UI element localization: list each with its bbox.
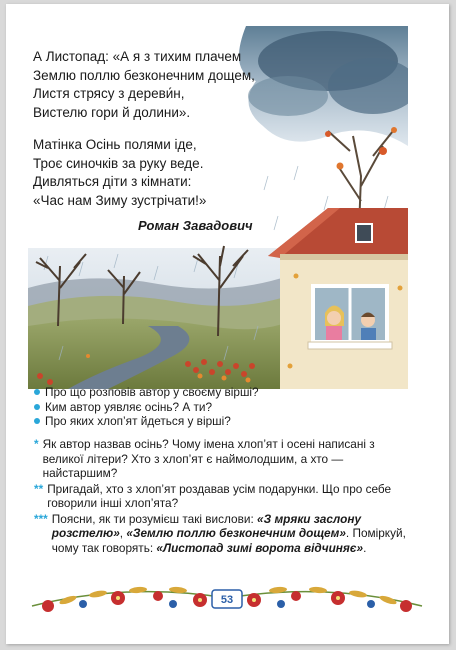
poem-line: Листя стрясу з дереви́н,: [33, 86, 185, 101]
poem-stanza-2: [33, 136, 206, 210]
poem-stanza-1: [33, 48, 255, 122]
textbook-page: [6, 4, 449, 644]
poem-line: А Листопад: «А я з тихим плачем: [33, 49, 242, 64]
poem-line: Виcтелю гори й долини».: [33, 104, 191, 120]
task-item-2: [34, 482, 406, 511]
blue-dot-icon: [34, 418, 40, 424]
poem-line: Дивляться діти з кімнати:: [33, 174, 192, 189]
poem-line: Землю поллю безконечним дощем,: [33, 67, 255, 83]
difficulty-marker: ***: [34, 511, 48, 526]
blue-dot-icon: [34, 404, 40, 410]
tasks-list: [34, 437, 406, 556]
poem-line: Матінка Осінь полями іде,: [33, 137, 197, 152]
blue-dot-icon: [34, 389, 40, 395]
quote-phrase: «З мряки заслону розстелю»: [51, 511, 362, 540]
quote-phrase: «Землю поллю безконечним дощем»: [126, 526, 346, 540]
poem-line: «Час нам Зиму зустрічати!»: [33, 192, 207, 208]
list-item: [34, 400, 404, 415]
quote-phrase: «Листопад зимі ворота відчиняє»: [156, 540, 364, 555]
poem-author: Роман Завадович: [138, 218, 253, 233]
question-text: Про яких хлоп’ят йдеться у вірші?: [45, 414, 231, 428]
question-text: Про що розповів автор у своєму вірші?: [45, 385, 259, 399]
questions-list: [34, 385, 404, 429]
task-text: Поясни, як ти розумієш такі вислови: «З мряки заслону розстелю», «Землю поллю безконечним дощем». Поміркуй, чому так говорять: «Листопад зимі ворота відчиняє».: [51, 511, 406, 555]
list-item: [34, 385, 404, 400]
folk-flower-ornament: [28, 576, 426, 620]
task-item-3: [34, 512, 406, 556]
question-text: Ким автор уявляє осінь? А ти?: [45, 399, 213, 414]
difficulty-marker: **: [34, 481, 44, 496]
task-item-1: [34, 437, 406, 481]
difficulty-marker: *: [34, 437, 39, 451]
task-text: Пригадай, хто з хлоп’ят роздавав усім подарунки. Що про себе говорили інші хлоп’ята?: [47, 481, 392, 510]
task-text: Як автор назвав осінь? Чому імена хлоп’ят і осені написані з великої літери? Хто з хлоп’ят є наймолодшим, а хто — найстаршим?: [42, 437, 375, 480]
page-number: 53: [220, 594, 234, 606]
poem-line: Троє синочків за руку веде.: [33, 155, 204, 171]
list-item: [34, 414, 404, 429]
